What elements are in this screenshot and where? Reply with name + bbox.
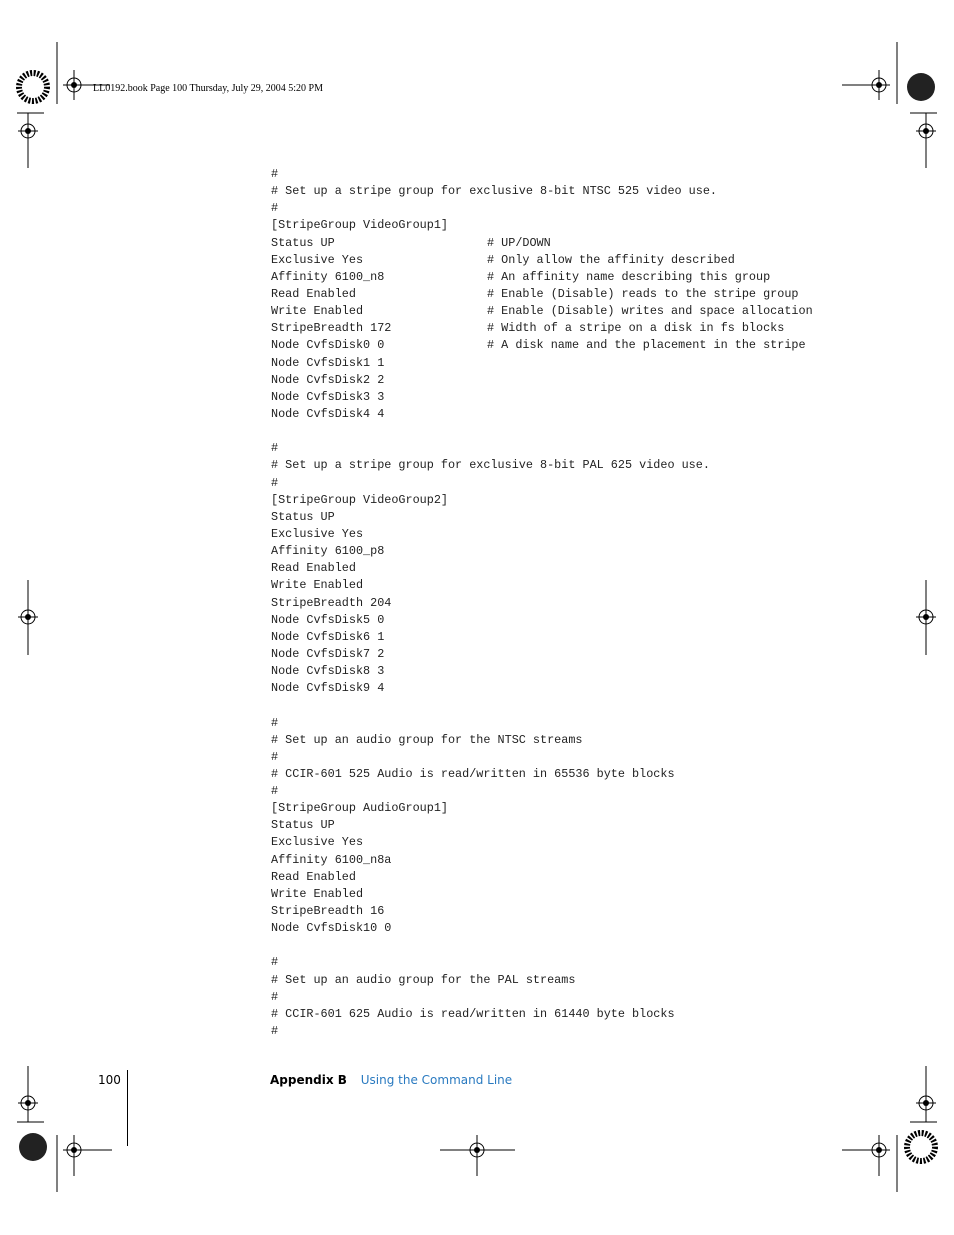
- page-number: 100: [98, 1073, 121, 1087]
- code-line: [271, 1023, 717, 1040]
- code-line: [271, 749, 717, 766]
- appendix-label: Appendix B: [270, 1073, 347, 1087]
- code-line: [271, 269, 771, 286]
- code-text: Read Enabled: [271, 561, 356, 576]
- code-line: [271, 457, 717, 474]
- code-text: #: [271, 955, 279, 970]
- footer-divider: [127, 1070, 128, 1146]
- code-line: [271, 509, 717, 526]
- code-text: Node CvfsDisk10 0: [271, 921, 392, 936]
- code-comment: # Only allow the affinity described: [487, 252, 735, 267]
- code-text: #: [271, 441, 279, 456]
- code-listing: [271, 166, 813, 1040]
- code-text: StripeBreadth 16: [271, 904, 385, 919]
- code-line: [271, 543, 717, 560]
- code-line: [271, 834, 717, 851]
- code-line: [271, 526, 717, 543]
- code-text: Write Enabled: [271, 578, 364, 593]
- code-text: Exclusive Yes: [271, 526, 364, 541]
- code-text: StripeBreadth 204: [271, 595, 392, 610]
- code-text: [StripeGroup VideoGroup1]: [271, 218, 448, 233]
- code-comment: # Enable (Disable) reads to the stripe group: [487, 286, 799, 301]
- code-line: [271, 663, 717, 680]
- code-line: [271, 680, 717, 697]
- code-line: [271, 286, 799, 303]
- code-comment: # UP/DOWN: [487, 235, 551, 250]
- code-text: #: [271, 201, 279, 216]
- code-line: [271, 475, 717, 492]
- code-text: Node CvfsDisk1 1: [271, 355, 385, 370]
- code-text: Read Enabled: [271, 869, 356, 884]
- code-line: [271, 320, 785, 337]
- code-text: # Set up an audio group for the PAL streams: [271, 972, 576, 987]
- code-text: Affinity 6100_n8a: [271, 852, 392, 867]
- code-text: Exclusive Yes: [271, 252, 364, 267]
- code-text: # CCIR-601 625 Audio is read/written in 61440 byte blocks: [271, 1006, 675, 1021]
- code-text: [StripeGroup AudioGroup1]: [271, 801, 448, 816]
- code-text: [StripeGroup VideoGroup2]: [271, 492, 448, 507]
- code-text: Node CvfsDisk7 2: [271, 646, 385, 661]
- code-line: [271, 937, 717, 954]
- code-line: [271, 303, 813, 320]
- code-text: Node CvfsDisk5 0: [271, 612, 385, 627]
- code-line: [271, 235, 717, 252]
- code-comment: # Width of a stripe on a disk in fs blocks: [487, 321, 785, 336]
- code-line: [271, 852, 717, 869]
- code-line: [271, 252, 735, 269]
- code-line: [271, 954, 717, 971]
- code-text: #: [271, 1024, 279, 1039]
- code-text: Write Enabled: [271, 886, 364, 901]
- code-line: [271, 183, 717, 200]
- code-text: # Set up an audio group for the NTSC streams: [271, 732, 583, 747]
- code-text: #: [271, 749, 279, 764]
- code-line: [271, 389, 717, 406]
- code-text: Status UP: [271, 235, 335, 250]
- code-line: [271, 423, 717, 440]
- code-line: [271, 355, 717, 372]
- code-line: [271, 886, 717, 903]
- code-comment: # Enable (Disable) writes and space allocation: [487, 304, 813, 319]
- code-line: [271, 595, 717, 612]
- code-line: [271, 560, 717, 577]
- code-line: [271, 372, 717, 389]
- code-line: [271, 217, 717, 234]
- code-line: [271, 697, 717, 714]
- code-line: [271, 1006, 717, 1023]
- code-line: [271, 612, 717, 629]
- code-line: [271, 646, 717, 663]
- code-text: Affinity 6100_n8: [271, 269, 385, 284]
- code-line: [271, 783, 717, 800]
- code-line: [271, 800, 717, 817]
- code-text: # Set up a stripe group for exclusive 8-bit PAL 625 video use.: [271, 458, 710, 473]
- chapter-title-link[interactable]: Using the Command Line: [360, 1073, 513, 1087]
- code-line: [271, 166, 717, 183]
- code-line: [271, 715, 717, 732]
- print-header: LL0192.book Page 100 Thursday, July 29, 2004 5:20 PM: [93, 83, 323, 94]
- code-line: [271, 920, 717, 937]
- code-line: [271, 406, 717, 423]
- code-text: Node CvfsDisk4 4: [271, 406, 385, 421]
- code-text: Node CvfsDisk6 1: [271, 629, 385, 644]
- code-line: [271, 732, 717, 749]
- code-text: Write Enabled: [271, 304, 364, 319]
- code-text: #: [271, 475, 279, 490]
- code-text: Node CvfsDisk8 3: [271, 664, 385, 679]
- code-text: Affinity 6100_p8: [271, 544, 385, 559]
- code-line: [271, 200, 717, 217]
- code-line: [271, 629, 717, 646]
- code-line: [271, 869, 717, 886]
- code-line: [271, 577, 717, 594]
- code-text: #: [271, 784, 279, 799]
- code-text: # CCIR-601 525 Audio is read/written in 65536 byte blocks: [271, 766, 675, 781]
- code-line: [271, 440, 717, 457]
- code-text: Node CvfsDisk9 4: [271, 681, 385, 696]
- code-line: [271, 492, 717, 509]
- code-text: Node CvfsDisk2 2: [271, 372, 385, 387]
- code-line: [271, 766, 717, 783]
- code-text: #: [271, 167, 279, 181]
- code-text: Read Enabled: [271, 286, 356, 301]
- code-line: [271, 903, 717, 920]
- code-text: # Set up a stripe group for exclusive 8-bit NTSC 525 video use.: [271, 184, 717, 199]
- code-text: StripeBreadth 172: [271, 321, 392, 336]
- code-text: Status UP: [271, 509, 335, 524]
- code-line: [271, 989, 717, 1006]
- code-line: [271, 817, 717, 834]
- code-comment: # A disk name and the placement in the stripe: [487, 338, 806, 353]
- code-line: [271, 972, 717, 989]
- footer: [270, 1073, 512, 1087]
- code-text: Node CvfsDisk3 3: [271, 389, 385, 404]
- code-text: #: [271, 715, 279, 730]
- code-comment: # An affinity name describing this group: [487, 269, 771, 284]
- code-text: Node CvfsDisk0 0: [271, 338, 385, 353]
- code-text: Status UP: [271, 818, 335, 833]
- code-text: Exclusive Yes: [271, 835, 364, 850]
- code-text: #: [271, 989, 279, 1004]
- code-line: [271, 337, 806, 354]
